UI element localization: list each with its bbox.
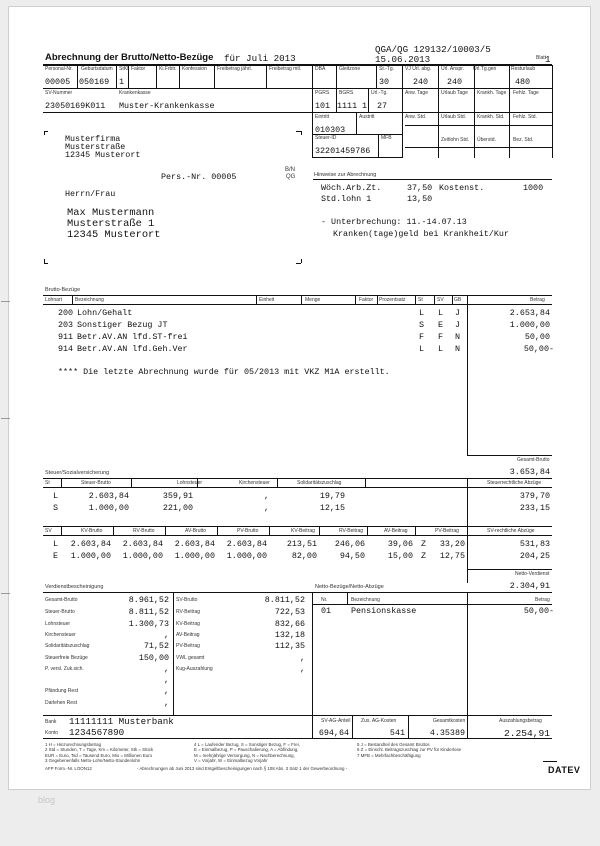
verdienst-value: 112,35 [274, 641, 305, 651]
hint-unterbrechung: - Unterbrechung: 11.-14.07.13 [321, 217, 467, 227]
footnotes-col1 [45, 742, 165, 764]
period: für Juli 2013 [224, 53, 296, 64]
brutto-desc: Lohn/Gehalt [77, 308, 133, 318]
verdienst-label: Kirchensteuer [45, 632, 76, 638]
bn-label: B/N [285, 167, 296, 173]
lbl-urlaub-tage: Urlaub Tage [441, 90, 468, 96]
footnote-line: 5 J = Bestandteil des Gesamt Bruttos [357, 742, 430, 747]
brutto-desc: Betr.AV.AN lfd.ST-frei [77, 332, 188, 342]
sv-code: L [53, 539, 59, 549]
verdienst-value: 1.300,73 [128, 619, 169, 629]
lohnsteuer: 221,00 [162, 503, 193, 513]
bn-value: QG [286, 174, 296, 180]
verdienst-value: 8.961,52 [128, 595, 169, 605]
sv-abzug: 531,83 [519, 539, 550, 549]
steuer-hdr-kirchensteuer: Kirchensteuer [239, 480, 270, 486]
brutto-st: S [419, 320, 425, 330]
brutto-st: F [419, 332, 425, 342]
pv-zuschlag-flag: Z [421, 539, 427, 549]
steuer-abzug: 233,15 [519, 503, 550, 513]
sv-hdr-rv-beitrag: RV-Beitrag [339, 528, 364, 534]
brutto-hdr-menge: Menge [305, 297, 321, 303]
sv-hdr-sv: SV [45, 528, 52, 534]
steuer-hdr-brutto: Steuer-Brutto [81, 480, 111, 486]
brutto-hdr-betrag: Betrag [530, 297, 545, 303]
netto-verdienst-value: 2.304,91 [509, 581, 550, 591]
kirchensteuer: , [263, 491, 269, 501]
verdienst-section-label: Verdienstbescheinigung [45, 584, 104, 590]
lbl-pgrs: PGRS [315, 90, 330, 96]
stkl: 1 [119, 77, 125, 87]
brutto-code: 911 [58, 332, 74, 342]
krankenkasse: Muster-Krankenkasse [119, 101, 215, 111]
zus-ag-label: Zus. AG-Kosten [361, 718, 397, 724]
verdienst-value: , [163, 698, 169, 708]
lbl-faktor: Faktor [131, 66, 146, 72]
konto-label: Konto [45, 730, 59, 736]
lbl-geburtsdatum: Geburtsdatum [81, 66, 113, 72]
brutto-amount: 50,00- [523, 344, 554, 354]
hint-krankengeld: Kranken(tage)geld bei Krankheit/Kur [333, 229, 509, 239]
resturlaub: 480 [515, 77, 531, 87]
brutto-sv: L [438, 308, 444, 318]
verdienst-label: Solidaritätszuschlag [45, 643, 90, 649]
rv-beitrag: 94,50 [339, 551, 365, 561]
pv-brutto: 1.000,00 [226, 551, 267, 561]
vj-url: 240 [413, 77, 429, 87]
lbl-freibetrag-mtl: Freibetrag mtl. [269, 66, 302, 72]
brutto-sv: E [438, 320, 444, 330]
payslip-sheet [8, 6, 591, 790]
lbl-urlaub-std: Urlaub Std. [441, 114, 467, 120]
brutto-amount: 1.000,00 [509, 320, 550, 330]
rv-brutto: 2.603,84 [122, 539, 163, 549]
lbl-st-tg: St.-Tg. [379, 66, 395, 72]
lbl-personal-nr: Personal-Nr. [45, 66, 73, 72]
soli: 12,15 [319, 503, 345, 513]
brutto-gb: J [455, 320, 461, 330]
lbl-bgrs: BGRS [339, 90, 354, 96]
brutto-st: L [419, 344, 425, 354]
gesamtkosten-value: 4.35389 [429, 728, 465, 738]
pv-beitrag: 12,75 [439, 551, 465, 561]
hint-woech-arb-zt: Wöch.Arb.Zt. [321, 183, 382, 193]
pv-zuschlag-flag: Z [421, 551, 427, 561]
hints-title: Hinweise zur Abrechnung [314, 172, 377, 178]
page-title: Abrechnung der Brutto/Netto-Bezüge [45, 52, 214, 63]
steuer-st: L [53, 491, 59, 501]
lohnsteuer: 359,91 [162, 491, 193, 501]
brutto-st: L [419, 308, 425, 318]
lbl-stkl: StKl [119, 66, 129, 72]
steuer-brutto: 1.000,00 [88, 503, 129, 513]
pv-brutto: 2.603,84 [226, 539, 267, 549]
verdienst-label: Lohnsteuer [45, 621, 71, 627]
verdienst-label: PV-Beitrag [176, 643, 200, 649]
lbl-eintritt: Eintritt [315, 114, 330, 120]
lbl-konfession: Konfession [182, 66, 207, 72]
verdienst-value: , [163, 664, 169, 674]
recipient-street: Musterstraße 1 [67, 218, 155, 230]
lbl-anw-tage: Anw. Tage [405, 90, 428, 96]
sv-hdr-rv-brutto: RV-Brutto [133, 528, 155, 534]
hint-stdlohn: Std.lohn 1 [321, 194, 372, 204]
verdienst-value: , [163, 630, 169, 640]
brutto-section-label: Brutto-Bezüge [45, 287, 81, 293]
lbl-dba: DBA [315, 66, 326, 72]
lbl-freibetrag-jaehrl: Freibetrag jährl. [217, 66, 253, 72]
bottom-note: - Abrechnungen ab Juni 2013 sind Entgeltbescheinigungen nach § 108 Abs. 3 Satz 1 der Gewerbeordnung - [137, 766, 348, 771]
recipient-salutation: Herrn/Frau [65, 189, 116, 199]
verdienst-label: AV-Beitrag [176, 632, 200, 638]
brutto-amount: 2.653,84 [509, 308, 550, 318]
lbl-url-anspr: Url. Anspr. [441, 66, 465, 72]
lbl-gleitzone: Gleitzone [339, 66, 361, 72]
av-brutto: 1.000,00 [174, 551, 215, 561]
verdienst-value: 132,18 [274, 630, 305, 640]
steuer-hdr-st: St [45, 480, 50, 486]
brutto-hdr-sv: SV [437, 297, 444, 303]
sv-ag-label: SV-AG-Anteil [321, 718, 351, 724]
footnote-line: V = Vorjahr, W = Einmalbezug Vorjahr [194, 758, 268, 764]
sv-ag-value: 694,64 [318, 728, 349, 738]
pers-nr-line: Pers.-Nr. 00005 [161, 172, 237, 182]
steuer-hdr-lohnsteuer: Lohnsteuer [177, 480, 203, 486]
brutto-code: 914 [58, 344, 74, 354]
verdienst-value: , [299, 653, 305, 663]
verdienst-label: VWL gesamt [176, 655, 205, 661]
lbl-zeitlohn-std: Zeitlohn Std. [441, 137, 470, 143]
steuer-st: S [53, 503, 59, 513]
lbl-fehlz-std: Fehlz. Std. [513, 114, 537, 120]
netto-abzug-desc: Pensionskasse [351, 606, 417, 616]
recipient-city: 12345 Musterort [67, 229, 161, 241]
pgrs: 101 [315, 101, 331, 111]
gesamt-brutto-value: 3.653,84 [509, 467, 550, 477]
rv-brutto: 1.000,00 [122, 551, 163, 561]
footnote-line: 3 Gegebenenfalls Netto-Lohn/Netto-Stundenlohn [45, 758, 141, 764]
zus-ag-value: 541 [389, 728, 405, 738]
lbl-url-tg-gen: Url.Tg.gen [473, 66, 497, 72]
brutto-sv: F [438, 332, 444, 342]
auszahlung-value: 2.254,91 [503, 728, 550, 739]
brutto-sv: L [438, 344, 444, 354]
lbl-steuer-id: Steuer-ID [315, 135, 337, 141]
brutto-gb: N [455, 332, 461, 342]
sv-hdr-abzuege: SV-rechtliche Abzüge [487, 528, 535, 534]
brutto-amount: 50,00 [524, 332, 550, 342]
steuer-hdr-abzuege: Steuerrechtliche Abzüge [487, 480, 542, 486]
datev-logo: DATEV [548, 765, 581, 775]
av-brutto: 2.603,84 [174, 539, 215, 549]
brutto-hdr-einheit: Einheit [259, 297, 275, 303]
lbl-sv-nummer: SV-Nummer [45, 90, 73, 96]
company-name: Musterfirma [65, 134, 121, 144]
sv-abzug: 204,25 [519, 551, 550, 561]
bank-value: 11111111 Musterbank [69, 716, 174, 727]
sv-hdr-pv-beitrag: PV-Beitrag [435, 528, 459, 534]
brutto-desc: Sonstiger Bezug JT [77, 320, 168, 330]
brutto-hdr-st: St [418, 297, 423, 303]
brutto-hdr-bezeichnung: Bezeichnung [75, 297, 104, 303]
footnote-line: EUR = Euro, Tsd = Tausend Euro, Mio = Millionen Euro [45, 752, 153, 758]
brutto-hdr-lohnart: Lohnart [45, 297, 62, 303]
verdienst-value: 8.811,52 [264, 595, 305, 605]
kv-brutto: 2.603,84 [70, 539, 111, 549]
blatt-no: 1 [545, 54, 551, 65]
pv-beitrag: 33,20 [439, 539, 465, 549]
footnote-line: 2 Std = Stunden, T = Tage, Km = Kilometer, Stk = Stück [45, 747, 154, 753]
hint-kostenst: Kostenst. [439, 183, 485, 193]
verdienst-value: 8.811,52 [128, 607, 169, 617]
sv-hdr-av-beitrag: AV-Beitrag [384, 528, 408, 534]
verdienst-value: 832,66 [274, 619, 305, 629]
bgrs: 1111 [337, 101, 358, 111]
footnote-line: 6 Z = Einschl. Beitragszuschlag zur PV für Kinderlose [357, 747, 462, 753]
steuer-brutto: 2.603,84 [88, 491, 129, 501]
soli: 19,79 [319, 491, 345, 501]
netto-abzug-nr: 01 [321, 606, 332, 616]
kirchensteuer: , [263, 503, 269, 513]
brutto-hdr-prozentsatz: Prozentsatz [379, 297, 406, 303]
brutto-code: 203 [58, 320, 74, 330]
geburtsdatum: 050169 [79, 77, 110, 87]
verdienst-value: 71,52 [143, 641, 169, 651]
verdienst-label: P. versl. Zuk.sich. [45, 666, 84, 672]
brutto-hdr-faktor: Faktor [359, 297, 374, 303]
gesamtkosten-label: Gesamtkosten [433, 718, 466, 724]
st-tg: 30 [379, 77, 390, 87]
lbl-krankh-tage: Krankh. Tage [477, 90, 507, 96]
header-codes: QGA/QG 129132/10003/5 [375, 44, 491, 55]
lbl-krankenkasse: Krankenkasse [119, 90, 151, 96]
uv-code: 1 [362, 101, 368, 111]
sv-hdr-kv-brutto: KV-Brutto [81, 528, 103, 534]
kv-beitrag: 82,00 [291, 551, 317, 561]
verdienst-value: 150,00 [138, 653, 169, 663]
sv-hdr-av-brutto: AV-Brutto [185, 528, 207, 534]
kv-brutto: 1.000,00 [70, 551, 111, 561]
verdienst-label: Steuer-Brutto [45, 609, 75, 615]
verdienst-value: , [163, 686, 169, 696]
verdienst-label: Steuerfreie Bezüge [45, 655, 88, 661]
hint-woech-value: 37,50 [407, 183, 433, 193]
footnotes-col3 [357, 742, 507, 758]
rv-beitrag: 246,06 [334, 539, 365, 549]
verdienst-label: KV-Beitrag [176, 621, 200, 627]
netto-abzuege-section-label: Netto-Bezüge/Netto-Abzüge [315, 584, 384, 590]
kv-beitrag: 213,51 [286, 539, 317, 549]
personal-nr: 00005 [45, 77, 71, 87]
sv-hdr-pv-brutto: PV-Brutto [237, 528, 259, 534]
company-street: Musterstraße [65, 142, 126, 152]
gesamt-brutto-label: Gesamt-Brutto [517, 457, 550, 463]
lbl-ki-frbtr: Ki.Frbtr. [159, 66, 177, 72]
recipient-name: Max Mustermann [67, 207, 155, 219]
lbl-resturlaub: Resturlaub [511, 66, 536, 72]
hint-stdlohn-value: 13,50 [407, 194, 433, 204]
lbl-vj-url: VJ Url. abg. [405, 66, 432, 72]
verdienst-label: Gesamt-Brutto [45, 597, 78, 603]
netto-hdr-bezeichnung: Bezeichnung [351, 597, 380, 603]
form-id: AFP Form.-Nr. LOON12 [45, 766, 92, 771]
lbl-url-tg: Url.-Tg. [371, 90, 388, 96]
eintritt: 010303 [315, 125, 346, 135]
url-anspr: 240 [447, 77, 463, 87]
netto-hdr-betrag: Betrag [535, 597, 550, 603]
brutto-gb: N [455, 344, 461, 354]
verdienst-value: 722,53 [274, 607, 305, 617]
av-beitrag: 39,06 [387, 539, 413, 549]
verdienst-label: Darlehen Rest [45, 700, 77, 706]
footnotes-col2 [194, 742, 334, 764]
verdienst-label: RV-Beitrag [176, 609, 201, 615]
netto-verdienst-label: Netto-Verdienst [515, 571, 550, 577]
steuer-hdr-soli: Solidaritätszuschlag [297, 480, 342, 486]
lbl-bez-std: Bez. Std. [513, 137, 534, 143]
sv-nummer: 23050169K011 [45, 101, 106, 111]
brutto-gb: J [455, 308, 461, 318]
footnote-line: 4 L = Laufender Bezug, S = Sonstiger Bezug, F = Frei, [194, 742, 300, 747]
verdienst-label: Kug-Auszahlung [176, 666, 213, 672]
lbl-austritt: Austritt [359, 114, 375, 120]
company-city: 12345 Musterort [65, 150, 141, 160]
brutto-hdr-gb: GB [454, 297, 462, 303]
hint-kostenst-value: 1000 [523, 183, 544, 193]
steuer-id: 32201459786 [315, 146, 371, 156]
lbl-ueberstd: Überstd. [477, 137, 496, 143]
lbl-krankh-std: Krankh. Std. [477, 114, 505, 120]
brutto-desc: Betr.AV.AN lfd.Geh.Ver [77, 344, 188, 354]
verdienst-label: Pfändung Rest [45, 688, 79, 694]
footnote-line: E = Einmalbezug, P = Pauschalierung, A = Abfindung, [194, 747, 299, 753]
footnote-line: 7 MFB = Mehrfachbeschäftigung [357, 752, 421, 758]
url-tg: 27 [377, 101, 388, 111]
lbl-anw-std: Anw. Std. [405, 114, 427, 120]
verdienst-value: , [163, 675, 169, 685]
blatt-label: Blatt [536, 55, 547, 61]
footnote-line: M = mehrjährige Versorgung, N = Nachberechnung, [194, 752, 295, 758]
brutto-code: 200 [58, 308, 74, 318]
footnote-line: 1 H = Hinzurechnungsbetrag [45, 742, 102, 747]
netto-hdr-nr: Nr. [321, 597, 328, 603]
lbl-fehlz-tage: Fehlz. Tage [513, 90, 539, 96]
konto-value: 1234567890 [69, 727, 125, 738]
brutto-note: **** Die letzte Abrechnung wurde für 05/2013 mit VKZ M1A erstellt. [58, 367, 390, 377]
lbl-mfb: MFB [381, 135, 392, 141]
av-beitrag: 15,00 [387, 551, 413, 561]
sv-code: E [53, 551, 59, 561]
sv-hdr-kv-beitrag: KV-Beitrag [291, 528, 315, 534]
header-date: 15.06.2013 [375, 54, 431, 65]
netto-abzug-amount: 50,00- [523, 606, 554, 616]
bank-label: Bank [45, 719, 57, 725]
steuer-abzug: 379,70 [519, 491, 550, 501]
verdienst-value: , [299, 664, 305, 674]
verdienst-label: SV-Brutto [176, 597, 198, 603]
watermark: blog [38, 795, 56, 805]
auszahlung-label: Auszahlungsbetrag [499, 718, 542, 724]
steuer-section-label: Steuer/Sozialversicherung [45, 470, 110, 476]
